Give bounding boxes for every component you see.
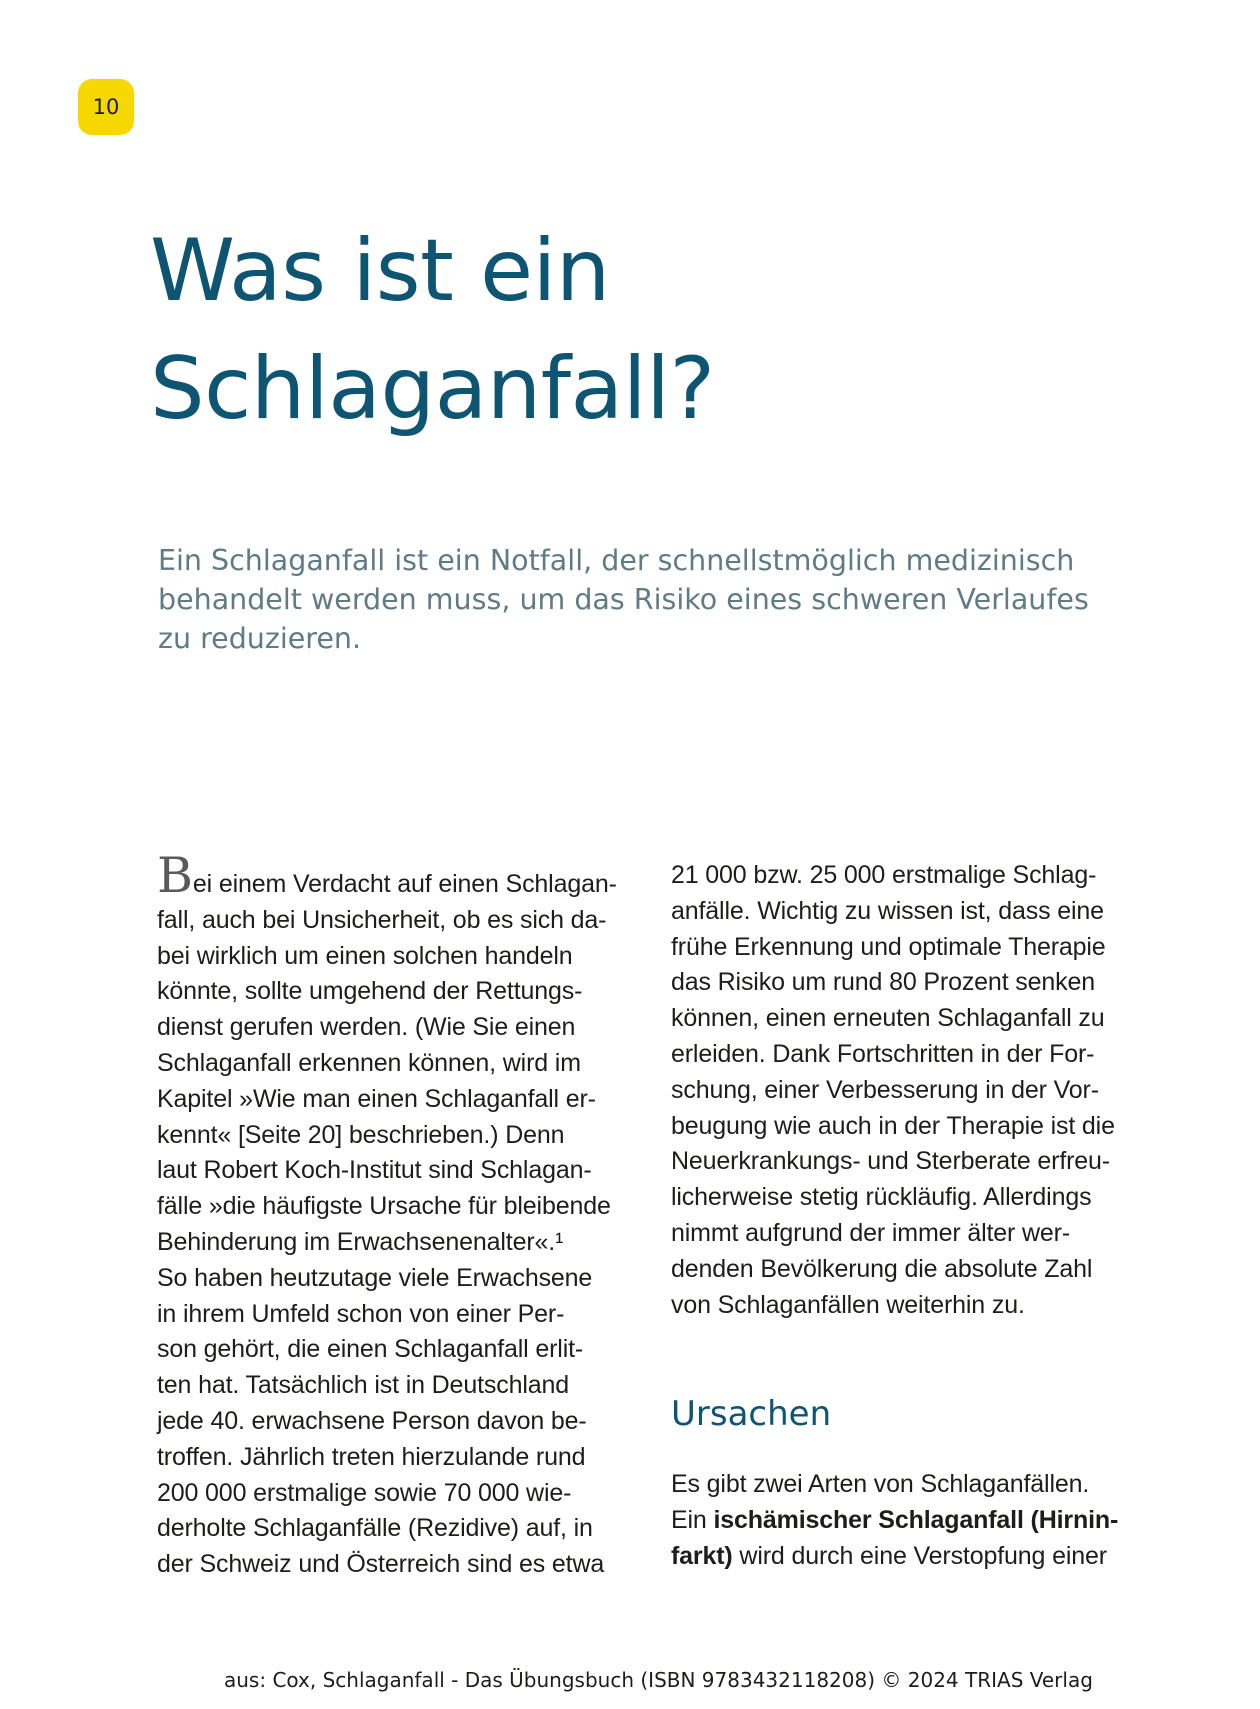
- body-line: So haben heutzutage viele Erwachsene: [157, 1263, 593, 1292]
- body-line: schung, einer Verbesserung in der Vor-: [671, 1075, 1099, 1104]
- body-line: Schlaganfall erkennen können, wird im: [157, 1048, 581, 1077]
- body-column-left: [157, 847, 627, 1583]
- body-line: ten hat. Tatsächlich ist in Deutschland: [157, 1371, 569, 1400]
- body-text: Ein: [671, 1505, 714, 1534]
- body-line: fall, auch bei Unsicherheit, ob es sich da-: [157, 905, 607, 934]
- page-number-badge: [78, 79, 134, 135]
- lead-line: behandelt werden muss, um das Risiko eines schweren Verlaufes: [158, 583, 1089, 616]
- body-line: könnte, sollte umgehend der Rettungs-: [157, 977, 583, 1006]
- body-line: fälle »die häufigste Ursache für bleibende: [157, 1192, 611, 1221]
- bold-term: ischämischer Schlaganfall (Hirnin-: [713, 1505, 1119, 1534]
- footer-citation: aus: Cox, Schlaganfall - Das Übungsbuch (ISBN 9783432118208) © 2024 TRIAS Verlag: [224, 1668, 1093, 1692]
- body-line: son gehört, die einen Schlaganfall erlit-: [157, 1335, 584, 1364]
- body-line-first: [157, 847, 627, 904]
- body-line: derholte Schlaganfälle (Rezidive) auf, in: [157, 1514, 593, 1543]
- section-body-ursachen: [671, 1467, 1151, 1574]
- lead-line: Ein Schlaganfall ist ein Notfall, der schnellstmöglich medizinisch: [158, 544, 1075, 577]
- body-line: in ihrem Umfeld schon von einer Per-: [157, 1299, 565, 1328]
- body-line: troffen. Jährlich treten hierzulande rund: [157, 1442, 586, 1471]
- page-number: 10: [92, 95, 120, 119]
- body-line: jede 40. erwachsene Person davon be-: [157, 1406, 587, 1435]
- body-line: dienst gerufen werden. (Wie Sie einen: [157, 1013, 576, 1042]
- body-line: bei wirklich um einen solchen handeln: [157, 941, 573, 970]
- body-line: beugung wie auch in der Therapie ist die: [671, 1111, 1115, 1140]
- body-line: [671, 1503, 1151, 1539]
- body-line: der Schweiz und Österreich sind es etwa: [157, 1550, 605, 1579]
- body-text: wird durch eine Verstopfung einer: [732, 1541, 1107, 1570]
- body-line: das Risiko um rund 80 Prozent senken: [671, 968, 1095, 997]
- lead-line: zu reduzieren.: [158, 622, 362, 655]
- body-line: [671, 1539, 1151, 1575]
- body-line: von Schlaganfällen weiterhin zu.: [671, 1290, 1025, 1319]
- body-line: kennt« [Seite 20] beschrieben.) Denn: [157, 1120, 565, 1149]
- bold-term: farkt): [671, 1541, 733, 1570]
- body-line: anfälle. Wichtig zu wissen ist, dass eine: [671, 896, 1104, 925]
- body-line: 21 000 bzw. 25 000 erstmalige Schlag-: [671, 861, 1097, 889]
- body-line: denden Bevölkerung die absolute Zahl: [671, 1254, 1093, 1283]
- title-line-1: Was ist ein: [150, 221, 610, 321]
- body-column-right: [671, 858, 1151, 1323]
- body-line: Kapitel »Wie man einen Schlaganfall er-: [157, 1084, 596, 1113]
- body-line: frühe Erkennung und optimale Therapie: [671, 932, 1106, 961]
- section-heading-ursachen: Ursachen: [671, 1394, 832, 1434]
- body-line: Behinderung im Erwachsenenalter«.¹: [157, 1227, 564, 1256]
- body-line: laut Robert Koch-Institut sind Schlagan-: [157, 1156, 592, 1185]
- body-line: erleiden. Dank Fortschritten in der For-: [671, 1039, 1095, 1068]
- title-line-2: Schlaganfall?: [150, 339, 715, 439]
- body-line: können, einen erneuten Schlaganfall zu: [671, 1004, 1105, 1033]
- body-line: 200 000 erstmalige sowie 70 000 wie-: [157, 1478, 572, 1507]
- page-title: [150, 212, 715, 448]
- body-line-first-text: ei einem Verdacht auf einen Schlagan-: [192, 870, 617, 898]
- body-line: Neuerkrankungs- und Sterberate erfreu-: [671, 1147, 1110, 1176]
- body-line: licherweise stetig rückläufig. Allerdings: [671, 1183, 1092, 1212]
- body-line: nimmt aufgrund der immer älter wer-: [671, 1218, 1071, 1247]
- body-line: Es gibt zwei Arten von Schlaganfällen.: [671, 1470, 1090, 1498]
- lead-paragraph: [158, 541, 1158, 658]
- drop-cap: B: [157, 847, 193, 904]
